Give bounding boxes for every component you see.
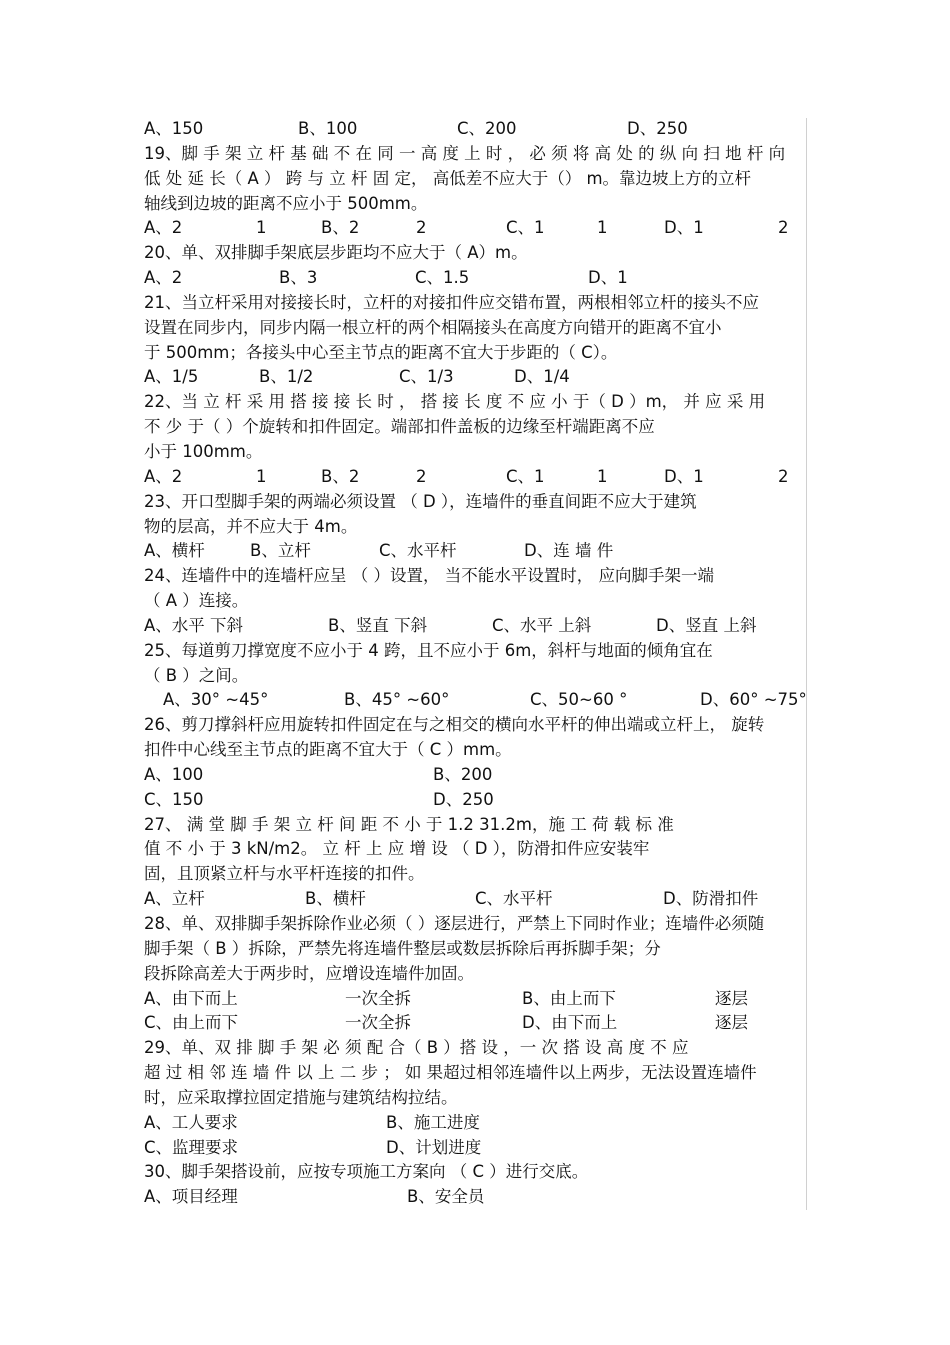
answer-option: D、竖直 上斜	[656, 615, 757, 635]
answer-options-row	[144, 465, 808, 490]
question-text: 24、连墙件中的连墙杆应呈 （ ）设置， 当不能水平设置时， 应向脚手架一端	[144, 566, 714, 586]
answer-option: C、由上而下	[144, 1013, 239, 1033]
answer-options-row	[144, 1136, 808, 1161]
answer-option: B、施工进度	[386, 1112, 480, 1132]
answer-options-row	[144, 763, 808, 788]
answer-options-row	[144, 539, 808, 564]
answer-option: C、1/3	[399, 367, 454, 387]
answer-option: A、150	[144, 119, 204, 138]
question-text: 30、脚手架搭设前，应按专项施工方案向 （ C ）进行交底。	[144, 1162, 589, 1182]
answer-option: B、安全员	[407, 1187, 485, 1207]
answer-option: 1	[597, 466, 608, 486]
question-text-line	[144, 738, 808, 763]
question-text: 超 过 相 邻 连 墙 件 以 上 二 步 ； 如 果超过相邻连墙件以上两步，无法设置连墙件	[144, 1063, 757, 1083]
answer-option: C、水平杆	[379, 541, 457, 561]
question-text-line	[144, 564, 808, 589]
answer-option: C、水平 上斜	[492, 615, 592, 635]
answer-option: C、200	[457, 119, 517, 138]
answer-option: D、60° ~75°	[700, 690, 807, 710]
question-text-line	[144, 415, 808, 440]
answer-option: B、2	[321, 466, 360, 486]
question-text: 扣件中心线至主节点的距离不宜大于（ C ）mm。	[144, 740, 512, 760]
answer-option: D、连 墙 件	[524, 541, 614, 561]
answer-option: A、立杆	[144, 889, 205, 909]
answer-option: C、1	[506, 218, 545, 238]
answer-option: A、30° ~45°	[163, 690, 269, 710]
answer-options-row	[144, 117, 808, 142]
answer-option: 一次全拆	[345, 988, 411, 1008]
answer-option: C、50~60 °	[530, 690, 628, 710]
answer-option: A、1/5	[144, 367, 199, 387]
exam-question-list	[144, 117, 808, 1210]
question-text-line	[144, 813, 808, 838]
answer-option: C、水平杆	[475, 889, 553, 909]
question-text-line	[144, 912, 808, 937]
question-text-line	[144, 1160, 808, 1185]
answer-option: D、1	[588, 268, 628, 288]
question-text-line	[144, 167, 808, 192]
question-text: 19、脚 手 架 立 杆 基 础 不 在 同 一 高 度 上 时 ， 必 须 将 高 处 的 纵 向 扫 地 杆 向	[144, 143, 786, 163]
answer-options-row	[144, 365, 808, 390]
answer-options-row	[144, 788, 808, 813]
question-text: 设置在同步内，同步内隔一根立杆的两个相隔接头在高度方向错开的距离不宜小	[144, 317, 722, 337]
answer-options-row	[144, 987, 808, 1012]
question-text-line	[144, 341, 808, 366]
question-text: 不 少 于（ ）个旋转和扣件固定。端部扣件盖板的边缘至杆端距离不应	[144, 417, 655, 437]
answer-option: B、45° ~60°	[344, 690, 450, 710]
question-text-line	[144, 1061, 808, 1086]
answer-option: C、150	[144, 789, 204, 809]
question-text: 29、单、双 排 脚 手 架 必 须 配 合（ B ）搭 设 ，一 次 搭 设 高 度 不 应	[144, 1038, 689, 1058]
answer-option: A、横杆	[144, 541, 205, 561]
question-text: （ A ）连接。	[144, 591, 249, 611]
question-text: 物的层高，并不应大于 4m。	[144, 516, 358, 536]
answer-option: C、1	[506, 466, 545, 486]
answer-option: 2	[778, 218, 789, 238]
question-text-line	[144, 440, 808, 465]
answer-option: 2	[416, 218, 427, 238]
answer-option: C、1.5	[415, 268, 470, 288]
answer-option: 1	[256, 218, 267, 238]
question-text: 值 不 小 于 3 kN/m2。 立 杆 上 应 增 设 （ D ），防滑扣件应安装牢	[144, 839, 650, 859]
answer-option: 2	[416, 466, 427, 486]
answer-options-row	[144, 1111, 808, 1136]
question-text-line	[144, 1036, 808, 1061]
answer-option: D、计划进度	[386, 1137, 482, 1157]
answer-options-row	[144, 688, 808, 713]
answer-option: B、竖直 下斜	[328, 615, 428, 635]
question-text: 28、单、双排脚手架拆除作业必须（ ）逐层进行，严禁上下同时作业；连墙件必须随	[144, 914, 765, 933]
answer-option: 2	[778, 466, 789, 486]
question-text-line	[144, 390, 808, 415]
answer-option: D、防滑扣件	[663, 889, 759, 909]
answer-option: B、横杆	[305, 889, 366, 909]
answer-option: B、由上而下	[522, 988, 616, 1008]
answer-options-row	[144, 266, 808, 291]
question-text-line	[144, 937, 808, 962]
question-text: 22、当 立 杆 采 用 搭 接 接 长 时 ， 搭 接 长 度 不 应 小 于（ D ）m， 并 应 采 用	[144, 392, 766, 412]
question-text-line	[144, 664, 808, 689]
answer-option: C、监理要求	[144, 1137, 239, 1157]
question-text-line	[144, 862, 808, 887]
answer-option: A、工人要求	[144, 1112, 238, 1132]
answer-option: B、200	[433, 764, 493, 784]
answer-option: D、由下而上	[522, 1013, 618, 1033]
question-text-line	[144, 837, 808, 862]
answer-option: D、1	[664, 466, 704, 486]
question-text: 脚手架（ B ）拆除，严禁先将连墙件整层或数层拆除后再拆脚手架；分	[144, 938, 661, 958]
question-text-line	[144, 316, 808, 341]
answer-option: D、250	[627, 119, 688, 138]
question-text-line	[144, 291, 808, 316]
answer-option: D、1	[664, 218, 704, 238]
question-text: 小于 100mm。	[144, 441, 263, 461]
question-text: 于 500mm；各接头中心至主节点的距离不宜大于步距的（ C）。	[144, 342, 618, 362]
answer-option: A、2	[144, 268, 183, 288]
answer-options-row	[144, 1011, 808, 1036]
question-text: 27、 满 堂 脚 手 架 立 杆 间 距 不 小 于 1.2 31.2m，施 工 荷 载 标 准	[144, 814, 674, 834]
question-text-line	[144, 490, 808, 515]
question-text: 21、当立杆采用对接接长时，立杆的对接扣件应交错布置，两根相邻立杆的接头不应	[144, 292, 759, 312]
question-text-line	[144, 713, 808, 738]
answer-option: A、100	[144, 764, 204, 784]
question-text: （ B ）之间。	[144, 665, 249, 685]
question-text: 固，且顶紧立杆与水平杆连接的扣件。	[144, 864, 425, 884]
answer-option: A、2	[144, 218, 183, 238]
question-text-line	[144, 241, 808, 266]
answer-option: B、100	[298, 119, 358, 138]
question-text: 低 处 延 长（ A ） 跨 与 立 杆 固 定， 高低差不应大于（） m。靠边坡上方的立杆	[144, 168, 752, 188]
answer-option: 1	[256, 466, 267, 486]
answer-option: A、项目经理	[144, 1187, 238, 1207]
question-text-line	[144, 589, 808, 614]
answer-option: 逐层	[715, 1013, 748, 1033]
question-text: 23、开口型脚手架的两端必须设置 （ D ），连墙件的垂直间距不应大于建筑	[144, 491, 697, 511]
answer-options-row	[144, 887, 808, 912]
question-text-line	[144, 192, 808, 217]
answer-option: 1	[597, 218, 608, 238]
question-text: 段拆除高差大于两步时，应增设连墙件加固。	[144, 963, 474, 983]
answer-option: B、立杆	[250, 541, 311, 561]
question-text: 20、单、双排脚手架底层步距均不应大于（ A）m。	[144, 243, 528, 263]
question-text-line	[144, 962, 808, 987]
question-text-line	[144, 142, 808, 167]
answer-option: A、由下而上	[144, 988, 238, 1008]
question-text-line	[144, 515, 808, 540]
answer-option: A、2	[144, 466, 183, 486]
answer-options-row	[144, 216, 808, 241]
question-text-line	[144, 1086, 808, 1111]
answer-option: D、250	[433, 789, 494, 809]
answer-option: B、1/2	[259, 367, 314, 387]
answer-option: B、3	[279, 268, 318, 288]
question-text: 轴线到边坡的距离不应小于 500mm。	[144, 193, 428, 213]
answer-option: D、1/4	[514, 367, 570, 387]
answer-option: A、水平 下斜	[144, 615, 244, 635]
answer-options-row	[144, 1185, 808, 1210]
question-text-line	[144, 639, 808, 664]
answer-options-row	[144, 614, 808, 639]
answer-option: 逐层	[715, 988, 748, 1008]
answer-option: 一次全拆	[345, 1013, 411, 1033]
answer-option: B、2	[321, 218, 360, 238]
question-text: 26、剪刀撑斜杆应用旋转扣件固定在与之相交的横向水平杆的伸出端或立杆上， 旋转	[144, 715, 765, 735]
question-text: 25、每道剪刀撑宽度不应小于 4 跨，且不应小于 6m，斜杆与地面的倾角宜在	[144, 640, 713, 660]
question-text: 时，应采取撑拉固定措施与建筑结构拉结。	[144, 1087, 458, 1107]
